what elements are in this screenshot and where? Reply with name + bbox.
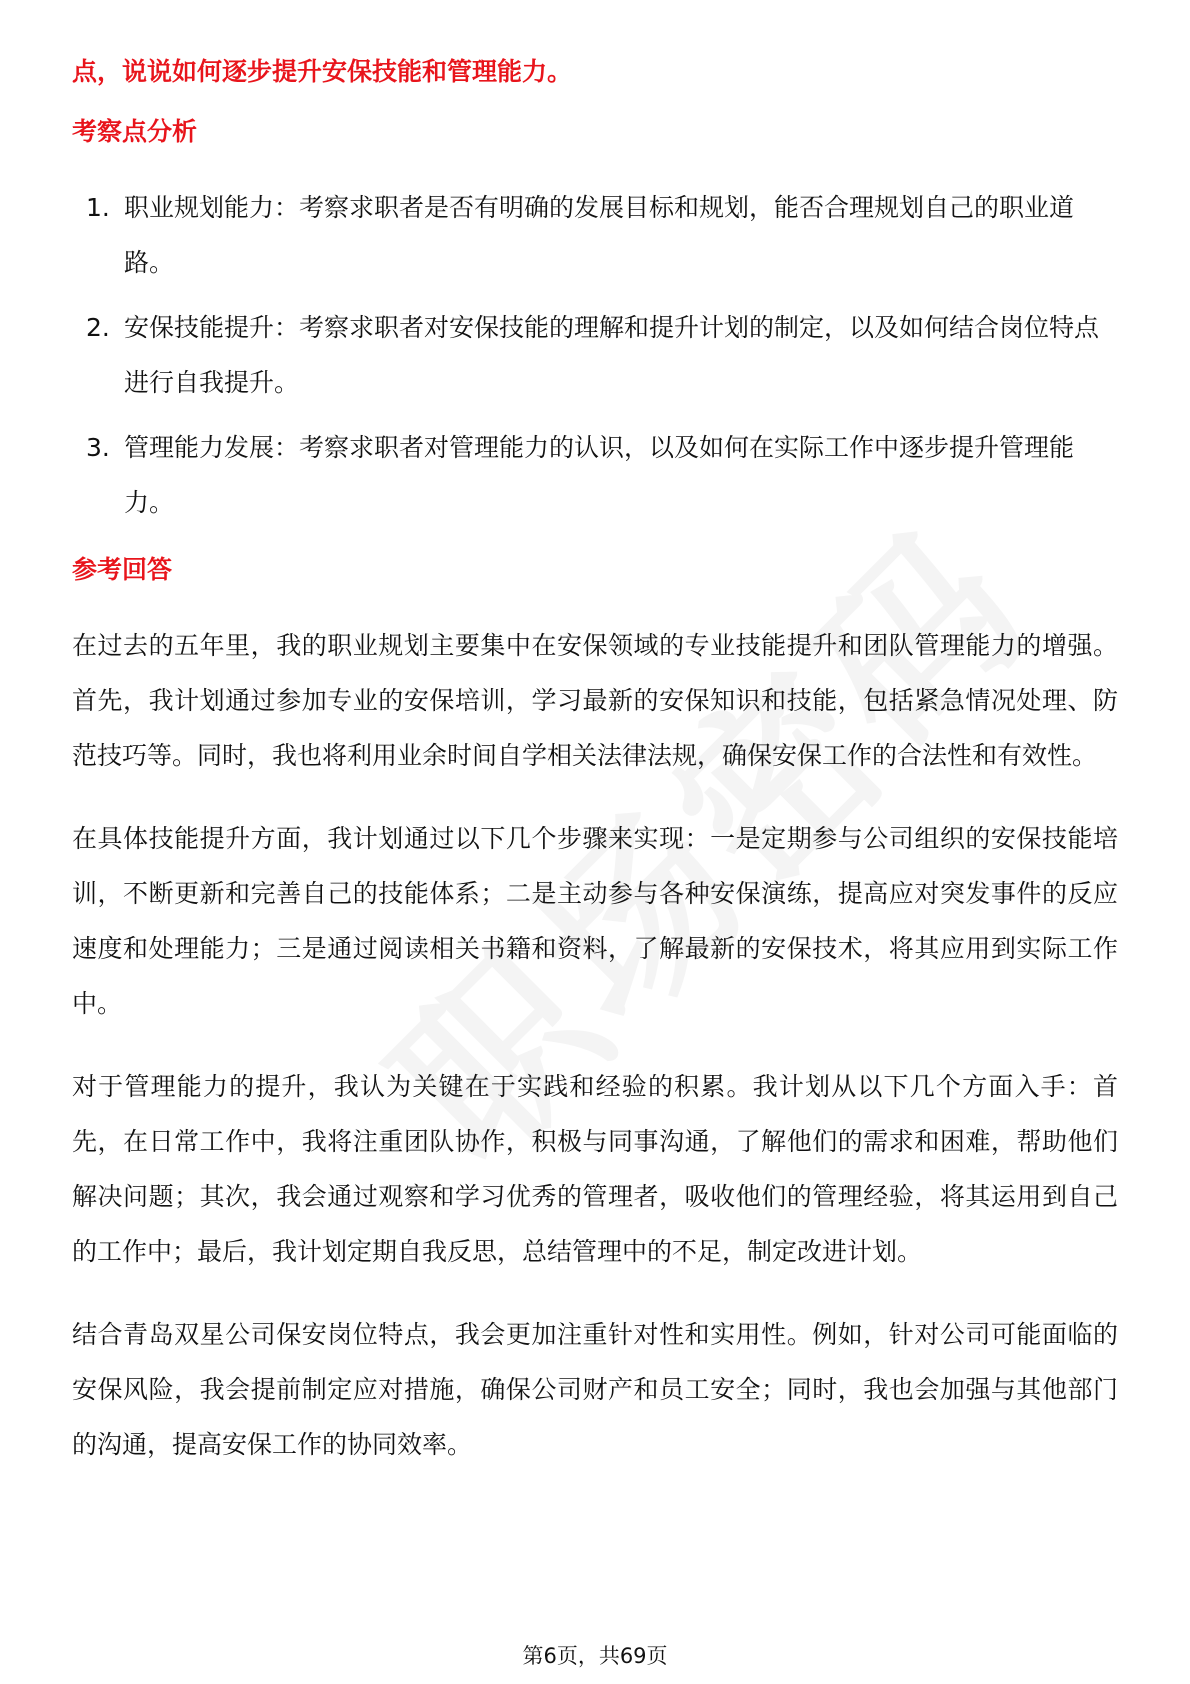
list-number: 3. — [86, 433, 110, 462]
list-item — [72, 180, 1118, 290]
analysis-heading: 考察点分析 — [72, 117, 198, 146]
list-number: 2. — [86, 313, 110, 342]
list-number: 1. — [86, 193, 110, 222]
document-body — [72, 44, 1118, 1472]
list-item — [72, 300, 1118, 410]
analysis-points — [72, 180, 1118, 530]
answer-paragraph: 对于管理能力的提升，我认为关键在于实践和经验的积累。我计划从以下几个方面入手：首先，在日常工作中，我将注重团队协作，积极与同事沟通，了解他们的需求和困难，帮助他们解决问题；其次，我会通过观察和学习优秀的管理者，吸收他们的管理经验，将其运用到自己的工作中；最后，我计划定期自我反思，总结管理中的不足，制定改进计划。 — [72, 1072, 1118, 1266]
question-tail: 点，说说如何逐步提升安保技能和管理能力。 — [72, 57, 573, 86]
list-text: 职业规划能力：考察求职者是否有明确的发展目标和规划，能否合理规划自己的职业道路。 — [124, 193, 1075, 277]
list-item — [72, 420, 1118, 530]
answer-paragraph: 在过去的五年里，我的职业规划主要集中在安保领域的专业技能提升和团队管理能力的增强。首先，我计划通过参加专业的安保培训，学习最新的安保知识和技能，包括紧急情况处理、防范技巧等。同时，我也将利用业余时间自学相关法律法规，确保安保工作的合法性和有效性。 — [72, 631, 1118, 770]
answer-heading: 参考回答 — [72, 555, 173, 584]
answer-paragraph: 在具体技能提升方面，我计划通过以下几个步骤来实现：一是定期参与公司组织的安保技能培训，不断更新和完善自己的技能体系；二是主动参与各种安保演练，提高应对突发事件的反应速度和处理能力；三是通过阅读相关书籍和资料，了解最新的安保技术，将其应用到实际工作中。 — [72, 824, 1118, 1018]
answer-paragraph: 结合青岛双星公司保安岗位特点，我会更加注重针对性和实用性。例如，针对公司可能面临的安保风险，我会提前制定应对措施，确保公司财产和员工安全；同时，我也会加强与其他部门的沟通，提高安保工作的协同效率。 — [72, 1320, 1118, 1459]
list-text: 管理能力发展：考察求职者对管理能力的认识，以及如何在实际工作中逐步提升管理能力。 — [124, 433, 1075, 517]
page-footer: 第6页，共69页 — [522, 1644, 668, 1668]
list-text: 安保技能提升：考察求职者对安保技能的理解和提升计划的制定，以及如何结合岗位特点进行自我提升。 — [124, 313, 1100, 397]
